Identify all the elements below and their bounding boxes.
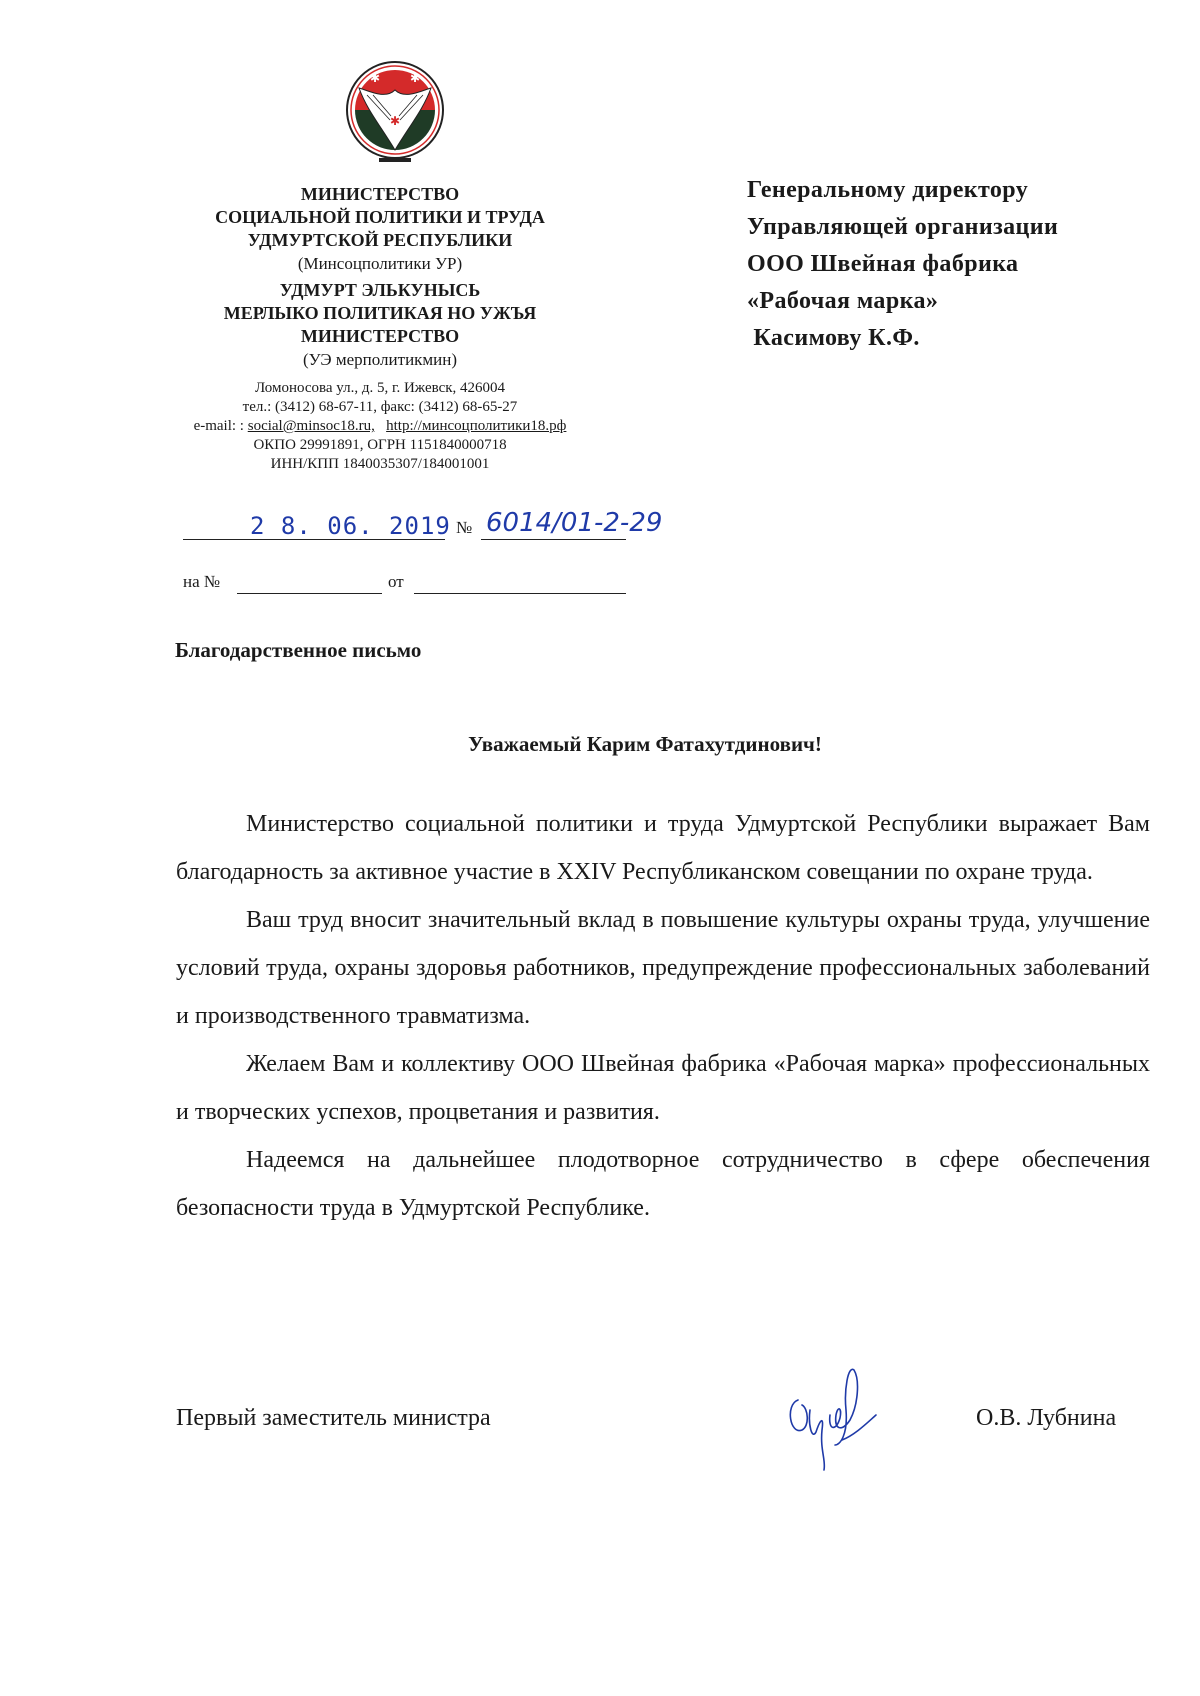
contacts-line xyxy=(160,417,600,436)
ministry-name-ru-2: СОЦИАЛЬНОЙ ПОЛИТИКИ И ТРУДА xyxy=(215,207,545,227)
phones: тел.: (3412) 68-67-11, факс: (3412) 68-65-27 xyxy=(242,399,518,415)
ref-number-label: на № xyxy=(183,572,221,591)
ref-from-label: от xyxy=(388,572,404,591)
addressee-line: Управляющей организации xyxy=(747,214,1059,240)
addressee-block xyxy=(747,172,1058,357)
body-paragraph: Надеемся на дальнейшее плодотворное сотрудничество в сфере обеспечения безопасности труда в Удмуртской Республике. xyxy=(176,1147,1150,1221)
ministry-letterhead xyxy=(160,183,600,474)
svg-text:✱: ✱ xyxy=(369,71,381,85)
svg-text:✱: ✱ xyxy=(389,114,401,128)
addressee-line: ООО Швейная фабрика xyxy=(747,251,1019,277)
salutation: Уважаемый Карим Фатахутдинович! xyxy=(468,732,822,756)
addressee-line: Касимову К.Ф. xyxy=(747,325,920,351)
ministry-short-udm: (УЭ мерполитикмин) xyxy=(302,350,458,369)
address: Ломоносова ул., д. 5, г. Ижевск, 426004 xyxy=(254,380,506,396)
letter-subject: Благодарственное письмо xyxy=(175,638,422,662)
okpo-ogrn: ОКПО 29991891, ОГРН 1151840000718 xyxy=(253,437,507,453)
ministry-name-udm-2: МЕРЛЫКО ПОЛИТИКАЯ НО УЖЪЯ xyxy=(223,303,537,323)
ref-date-line xyxy=(414,593,626,594)
email-label: e-mail: : xyxy=(193,418,244,434)
registration-date: 2 8. 06. 2019 xyxy=(250,512,451,540)
body-paragraph: Министерство социальной политики и труда Удмуртской Республики выражает Вам благодарность за активное участие в XXIV Республиканском совещании по охране труда. xyxy=(176,811,1150,885)
signatory-name: О.В. Лубнина xyxy=(976,1405,1117,1431)
addressee-line: «Рабочая марка» xyxy=(747,288,939,314)
letter-body xyxy=(176,800,1150,1232)
website-link[interactable]: http://минсоцполитики18.рф xyxy=(386,418,567,434)
number-label: № xyxy=(456,518,473,537)
ministry-name-udm-3: МИНИСТЕРСТВО xyxy=(300,326,460,346)
ministry-name-ru-1: МИНИСТЕРСТВО xyxy=(300,184,460,204)
ministry-name-udm-1: УДМУРТ ЭЛЬКУНЫСЬ xyxy=(279,280,481,300)
ministry-short-ru: (Минсоцполитики УР) xyxy=(297,254,463,273)
number-line xyxy=(481,539,626,540)
registration-number: 6014/01-2-29 xyxy=(486,508,663,538)
svg-text:✱: ✱ xyxy=(409,71,421,85)
body-paragraph: Желаем Вам и коллективу ООО Швейная фабрика «Рабочая марка» профессиональных и творческих успехов, процветания и развития. xyxy=(176,1051,1150,1125)
addressee-line: Генеральному директору xyxy=(747,177,1029,203)
ministry-name-ru-3: УДМУРТСКОЙ РЕСПУБЛИКИ xyxy=(247,230,513,250)
email-link[interactable]: social@minsoc18.ru, xyxy=(247,418,375,434)
signatory-position: Первый заместитель министра xyxy=(176,1405,491,1431)
body-paragraph: Ваш труд вносит значительный вклад в повышение культуры охраны труда, улучшение условий труда, охраны здоровья работников, предупреждение профессиональных заболеваний и производственного травматизма. xyxy=(176,907,1150,1029)
inn-kpp: ИНН/КПП 1840035307/184001001 xyxy=(270,456,490,472)
ref-number-line xyxy=(237,593,382,594)
coat-of-arms-icon xyxy=(345,50,445,168)
signature-icon xyxy=(780,1360,900,1480)
